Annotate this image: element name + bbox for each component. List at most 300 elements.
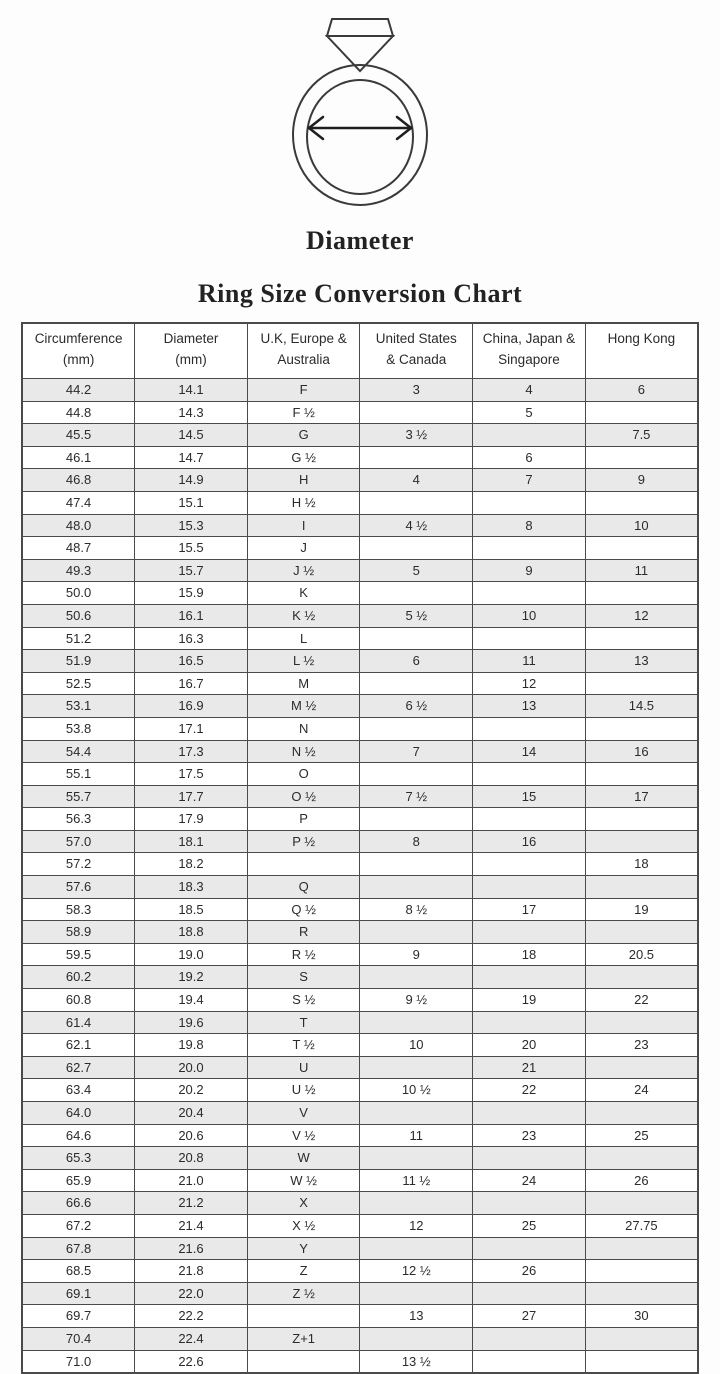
table-cell: Q (247, 876, 360, 899)
table-cell: 22.6 (135, 1350, 248, 1373)
table-cell (585, 1237, 698, 1260)
column-header: United States & Canada (360, 323, 473, 379)
table-cell: 7 ½ (360, 785, 473, 808)
table-cell: 16.5 (135, 650, 248, 673)
table-cell: 19 (473, 989, 586, 1012)
table-cell (360, 537, 473, 560)
table-cell: 4 ½ (360, 514, 473, 537)
table-cell (360, 717, 473, 740)
table-cell: 19.0 (135, 943, 248, 966)
table-row (22, 491, 698, 514)
table-cell: 25 (585, 1124, 698, 1147)
table-cell: 14.5 (585, 695, 698, 718)
table-cell (473, 763, 586, 786)
table-cell: 56.3 (22, 808, 135, 831)
table-row (22, 582, 698, 605)
table-cell (247, 853, 360, 876)
table-cell (360, 1327, 473, 1350)
table-cell (360, 966, 473, 989)
table-cell: 62.7 (22, 1056, 135, 1079)
table-cell: 4 (473, 379, 586, 402)
table-row (22, 763, 698, 786)
table-cell: 22 (473, 1079, 586, 1102)
table-cell: 19.6 (135, 1011, 248, 1034)
table-cell: H (247, 469, 360, 492)
table-cell (473, 921, 586, 944)
table-cell (473, 966, 586, 989)
table-cell (585, 1056, 698, 1079)
table-cell: 51.9 (22, 650, 135, 673)
table-cell: V (247, 1102, 360, 1125)
table-cell: 21.8 (135, 1260, 248, 1283)
table-cell: 53.1 (22, 695, 135, 718)
table-row (22, 1124, 698, 1147)
table-cell (473, 876, 586, 899)
table-cell: R (247, 921, 360, 944)
diameter-double-arrow-icon (309, 117, 411, 139)
ring-band-icon (293, 65, 427, 205)
table-cell: 46.1 (22, 446, 135, 469)
table-cell: 12 (360, 1214, 473, 1237)
table-cell: 58.3 (22, 898, 135, 921)
table-cell: 55.7 (22, 785, 135, 808)
column-header: Diameter (mm) (135, 323, 248, 379)
table-cell: 6 (585, 379, 698, 402)
table-row (22, 514, 698, 537)
table-cell: 21.6 (135, 1237, 248, 1260)
table-row (22, 446, 698, 469)
table-cell: 63.4 (22, 1079, 135, 1102)
page (0, 10, 720, 1369)
table-cell: 5 (473, 401, 586, 424)
table-cell (360, 582, 473, 605)
table-row (22, 401, 698, 424)
table-cell: 18.1 (135, 830, 248, 853)
table-cell (360, 853, 473, 876)
table-cell (473, 853, 586, 876)
table-cell: 9 (360, 943, 473, 966)
table-cell: W ½ (247, 1169, 360, 1192)
table-cell: 50.6 (22, 604, 135, 627)
table-cell: 8 ½ (360, 898, 473, 921)
table-cell: 16.9 (135, 695, 248, 718)
table-row (22, 1169, 698, 1192)
table-cell: 20.2 (135, 1079, 248, 1102)
table-row (22, 966, 698, 989)
table-cell: 19 (585, 898, 698, 921)
table-cell: 6 (360, 650, 473, 673)
table-cell: 5 ½ (360, 604, 473, 627)
table-row (22, 717, 698, 740)
table-cell: 69.1 (22, 1282, 135, 1305)
table-cell: P ½ (247, 830, 360, 853)
table-cell: 17.9 (135, 808, 248, 831)
table-cell: U (247, 1056, 360, 1079)
table-cell (247, 1305, 360, 1328)
table-cell: O ½ (247, 785, 360, 808)
table-row (22, 1192, 698, 1215)
table-cell: 17.3 (135, 740, 248, 763)
table-cell: 8 (360, 830, 473, 853)
table-cell (585, 1327, 698, 1350)
table-cell: 48.7 (22, 537, 135, 560)
table-cell: P (247, 808, 360, 831)
table-cell: 21.4 (135, 1214, 248, 1237)
table-cell: 71.0 (22, 1350, 135, 1373)
table-cell (585, 1282, 698, 1305)
table-row (22, 808, 698, 831)
table-cell: Z (247, 1260, 360, 1283)
table-row (22, 627, 698, 650)
table-cell: 20.8 (135, 1147, 248, 1170)
table-cell: 44.2 (22, 379, 135, 402)
table-cell: 18.3 (135, 876, 248, 899)
table-cell (473, 537, 586, 560)
table-cell: 18.5 (135, 898, 248, 921)
table-row (22, 1034, 698, 1057)
table-row (22, 1237, 698, 1260)
table-cell: 11 (585, 559, 698, 582)
table-cell: 52.5 (22, 672, 135, 695)
table-row (22, 785, 698, 808)
table-cell (473, 582, 586, 605)
table-cell: 60.2 (22, 966, 135, 989)
table-cell: L ½ (247, 650, 360, 673)
table-cell: 23 (585, 1034, 698, 1057)
table-cell: R ½ (247, 943, 360, 966)
table-cell: Q ½ (247, 898, 360, 921)
table-cell: 53.8 (22, 717, 135, 740)
table-row (22, 559, 698, 582)
table-cell: 15.9 (135, 582, 248, 605)
table-cell (360, 491, 473, 514)
column-header: Hong Kong (585, 323, 698, 379)
table-cell (473, 1147, 586, 1170)
table-cell: 26 (473, 1260, 586, 1283)
table-cell (585, 582, 698, 605)
table-cell: 21.0 (135, 1169, 248, 1192)
table-cell (585, 401, 698, 424)
table-row (22, 1260, 698, 1283)
table-cell: 70.4 (22, 1327, 135, 1350)
table-cell: N ½ (247, 740, 360, 763)
table-cell: 15.3 (135, 514, 248, 537)
ring-with-diamond-icon (280, 10, 440, 210)
ring-size-conversion-table (21, 322, 699, 1374)
diamond-icon (327, 19, 393, 71)
table-cell: 13 ½ (360, 1350, 473, 1373)
table-cell (585, 1102, 698, 1125)
table-cell: 9 (473, 559, 586, 582)
table-cell: K (247, 582, 360, 605)
table-cell: 12 ½ (360, 1260, 473, 1283)
table-cell (585, 1192, 698, 1215)
table-cell (585, 717, 698, 740)
table-cell: 13 (585, 650, 698, 673)
table-cell: 24 (473, 1169, 586, 1192)
table-row (22, 604, 698, 627)
table-cell: 15.5 (135, 537, 248, 560)
table-row (22, 537, 698, 560)
table-cell: 59.5 (22, 943, 135, 966)
table-cell: 10 ½ (360, 1079, 473, 1102)
table-cell (585, 537, 698, 560)
table-cell (360, 1056, 473, 1079)
table-cell: 4 (360, 469, 473, 492)
table-cell: U ½ (247, 1079, 360, 1102)
table-cell: 46.8 (22, 469, 135, 492)
table-cell: 58.9 (22, 921, 135, 944)
table-cell (473, 717, 586, 740)
table-cell: 55.1 (22, 763, 135, 786)
table-cell: G ½ (247, 446, 360, 469)
table-cell: J (247, 537, 360, 560)
table-cell: 62.1 (22, 1034, 135, 1057)
table-cell (360, 672, 473, 695)
table-cell: 14.7 (135, 446, 248, 469)
table-cell: 17.7 (135, 785, 248, 808)
table-cell: 10 (473, 604, 586, 627)
table-row (22, 943, 698, 966)
table-cell: 57.2 (22, 853, 135, 876)
table-cell: 57.0 (22, 830, 135, 853)
table-cell: 11 (473, 650, 586, 673)
table-cell: 15.1 (135, 491, 248, 514)
table-cell: 9 (585, 469, 698, 492)
table-cell (585, 446, 698, 469)
table-cell: S ½ (247, 989, 360, 1012)
table-cell: O (247, 763, 360, 786)
table-cell: 51.2 (22, 627, 135, 650)
table-cell: 14 (473, 740, 586, 763)
table-cell: 25 (473, 1214, 586, 1237)
table-cell: G (247, 424, 360, 447)
table-cell (360, 763, 473, 786)
table-cell: 6 ½ (360, 695, 473, 718)
table-cell (473, 1282, 586, 1305)
table-cell (473, 627, 586, 650)
table-cell: 16 (585, 740, 698, 763)
table-cell: 20.5 (585, 943, 698, 966)
table-cell: 8 (473, 514, 586, 537)
table-cell (585, 627, 698, 650)
table-cell (585, 763, 698, 786)
table-cell (585, 808, 698, 831)
table-row (22, 1214, 698, 1237)
table-cell: 26 (585, 1169, 698, 1192)
table-cell: I (247, 514, 360, 537)
table-header-row (22, 323, 698, 379)
table-row (22, 1327, 698, 1350)
table-row (22, 1102, 698, 1125)
table-row (22, 672, 698, 695)
table-cell: 60.8 (22, 989, 135, 1012)
table-cell: 16.7 (135, 672, 248, 695)
table-cell: 66.6 (22, 1192, 135, 1215)
table-cell: X (247, 1192, 360, 1215)
table-cell: 10 (360, 1034, 473, 1057)
table-cell (585, 830, 698, 853)
table-cell (585, 672, 698, 695)
table-cell: 10 (585, 514, 698, 537)
table-cell: 21.2 (135, 1192, 248, 1215)
table-cell: 11 ½ (360, 1169, 473, 1192)
table-cell: 54.4 (22, 740, 135, 763)
column-header: China, Japan & Singapore (473, 323, 586, 379)
table-cell (360, 1282, 473, 1305)
table-row (22, 1011, 698, 1034)
table-cell: 15 (473, 785, 586, 808)
table-cell: 68.5 (22, 1260, 135, 1283)
table-cell: 18 (585, 853, 698, 876)
table-header (22, 323, 698, 379)
table-cell: 17.5 (135, 763, 248, 786)
table-cell: 23 (473, 1124, 586, 1147)
table-cell: 67.2 (22, 1214, 135, 1237)
table-cell (360, 1011, 473, 1034)
table-cell: 7.5 (585, 424, 698, 447)
table-cell (360, 876, 473, 899)
table-cell: 22.4 (135, 1327, 248, 1350)
table-cell: 67.8 (22, 1237, 135, 1260)
table-cell: 19.8 (135, 1034, 248, 1057)
table-cell: 19.4 (135, 989, 248, 1012)
table-cell: 44.8 (22, 401, 135, 424)
table-cell (585, 1260, 698, 1283)
table-cell: N (247, 717, 360, 740)
ring-diagram (280, 10, 440, 210)
table-cell (585, 491, 698, 514)
table-cell (360, 1192, 473, 1215)
table-row (22, 740, 698, 763)
table-cell: 18.8 (135, 921, 248, 944)
page-title: Ring Size Conversion Chart (197, 279, 523, 308)
table-cell: W (247, 1147, 360, 1170)
table-cell: K ½ (247, 604, 360, 627)
table-cell: F (247, 379, 360, 402)
table-cell (585, 1147, 698, 1170)
table-cell: Y (247, 1237, 360, 1260)
table-cell: 57.6 (22, 876, 135, 899)
table-cell: 13 (360, 1305, 473, 1328)
table-cell (360, 627, 473, 650)
table-cell: 17.1 (135, 717, 248, 740)
table-cell: 45.5 (22, 424, 135, 447)
table-row (22, 1350, 698, 1373)
table-cell (473, 491, 586, 514)
table-cell: H ½ (247, 491, 360, 514)
table-cell: 27 (473, 1305, 586, 1328)
table-cell: 14.5 (135, 424, 248, 447)
table-cell: 7 (473, 469, 586, 492)
table-cell: 20 (473, 1034, 586, 1057)
table-cell: 17 (473, 898, 586, 921)
table-cell: 12 (585, 604, 698, 627)
table-row (22, 898, 698, 921)
table-cell: S (247, 966, 360, 989)
table-cell (473, 1327, 586, 1350)
table-cell: M (247, 672, 360, 695)
table-cell (360, 446, 473, 469)
table-cell (473, 1102, 586, 1125)
table-cell: 65.9 (22, 1169, 135, 1192)
table-cell (473, 1192, 586, 1215)
table-cell: 17 (585, 785, 698, 808)
table-cell: 11 (360, 1124, 473, 1147)
table-cell: 13 (473, 695, 586, 718)
table-row (22, 921, 698, 944)
table-row (22, 424, 698, 447)
table-cell: 6 (473, 446, 586, 469)
table-cell: 7 (360, 740, 473, 763)
table-cell: 9 ½ (360, 989, 473, 1012)
table-cell (360, 401, 473, 424)
table-cell: 22.0 (135, 1282, 248, 1305)
table-cell: 3 (360, 379, 473, 402)
table-cell (473, 1237, 586, 1260)
table-cell: 21 (473, 1056, 586, 1079)
table-cell: 19.2 (135, 966, 248, 989)
table-cell: Z ½ (247, 1282, 360, 1305)
table-cell (360, 921, 473, 944)
table-body (22, 379, 698, 1374)
table-row (22, 830, 698, 853)
table-cell (360, 1147, 473, 1170)
table-row (22, 853, 698, 876)
table-cell: 12 (473, 672, 586, 695)
table-cell: 50.0 (22, 582, 135, 605)
table-cell: 20.4 (135, 1102, 248, 1125)
table-cell: T ½ (247, 1034, 360, 1057)
table-cell: 3 ½ (360, 424, 473, 447)
table-cell: 20.0 (135, 1056, 248, 1079)
table-cell: 22.2 (135, 1305, 248, 1328)
table-cell: 16.1 (135, 604, 248, 627)
table-cell (360, 1237, 473, 1260)
table-cell: 16 (473, 830, 586, 853)
table-row (22, 695, 698, 718)
table-cell: 27.75 (585, 1214, 698, 1237)
table-cell: 64.6 (22, 1124, 135, 1147)
table-cell: 64.0 (22, 1102, 135, 1125)
table-row (22, 1282, 698, 1305)
table-cell: M ½ (247, 695, 360, 718)
diagram-label: Diameter (306, 226, 414, 255)
table-cell: Z+1 (247, 1327, 360, 1350)
table-cell: 48.0 (22, 514, 135, 537)
table-row (22, 469, 698, 492)
table-cell (473, 424, 586, 447)
table-cell: 14.9 (135, 469, 248, 492)
table-cell: 18.2 (135, 853, 248, 876)
table-cell: 18 (473, 943, 586, 966)
table-cell (360, 1102, 473, 1125)
table-row (22, 1305, 698, 1328)
table-cell (473, 1011, 586, 1034)
table-cell: 15.7 (135, 559, 248, 582)
table-cell (473, 808, 586, 831)
table-cell: 20.6 (135, 1124, 248, 1147)
table-cell: 24 (585, 1079, 698, 1102)
table-row (22, 1056, 698, 1079)
table-row (22, 1079, 698, 1102)
table-row (22, 989, 698, 1012)
table-cell: 49.3 (22, 559, 135, 582)
table-row (22, 379, 698, 402)
table-cell: 5 (360, 559, 473, 582)
table-cell: 30 (585, 1305, 698, 1328)
table-cell (360, 808, 473, 831)
